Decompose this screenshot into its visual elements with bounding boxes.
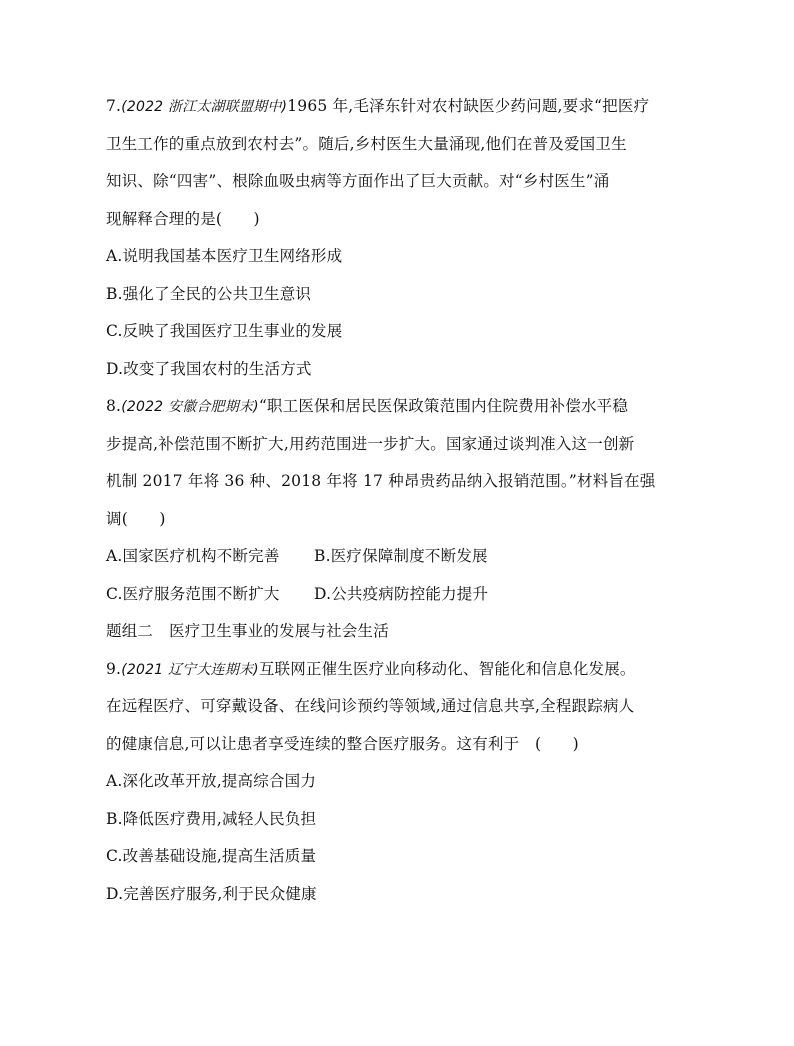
q8-option-b: B.医疗保障制度不断发展 xyxy=(314,547,488,565)
q8-line-1 xyxy=(106,392,696,420)
section-title: 医疗卫生事业的发展与社会生活 xyxy=(169,622,389,640)
q8-options-row-1 xyxy=(106,542,696,570)
q9-number: 9. xyxy=(106,659,122,678)
q8-number: 8. xyxy=(106,397,122,415)
q7-line-3: 知识、除“四害”、根除血吸虫病等方面作出了巨大贡献。对“乡村医生”涌 xyxy=(106,172,610,190)
document-page xyxy=(106,92,696,917)
q8-text-1: “职工医保和居民医保政策范围内住院费用补偿水平稳 xyxy=(258,397,629,415)
q7-number: 7. xyxy=(106,97,122,115)
q9-option-d: D.完善医疗服务,利于民众健康 xyxy=(106,884,317,903)
q7-option-a: A.说明我国基本医疗卫生网络形成 xyxy=(106,247,343,265)
section-label: 题组二 xyxy=(106,622,154,640)
q8-line-2: 步提高,补偿范围不断扩大,用药范围进一步扩大。国家通过谈判准入这一创新 xyxy=(106,434,635,453)
q7-line-4: 现解释合理的是( ) xyxy=(106,209,260,228)
q7-text-1: 1965 年,毛泽东针对农村缺医少药问题,要求“把医疗 xyxy=(287,97,650,115)
q9-option-c: C.改善基础设施,提高生活质量 xyxy=(106,847,317,865)
q9-text-1: 互联网正催生医疗业向移动化、智能化和信息化发展。 xyxy=(258,659,636,678)
q8-line-4: 调( ) xyxy=(106,509,166,528)
q9-source: (2021 辽宁大连期末) xyxy=(121,661,259,678)
q7-source: (2022 浙江太湖联盟期中) xyxy=(121,99,288,115)
q9-line-3: 的健康信息,可以让患者享受连续的整合医疗服务。这有利于 ( ) xyxy=(106,734,579,753)
section-heading xyxy=(106,617,696,645)
q7-line-1 xyxy=(106,92,696,120)
q8-option-a: A.国家医疗机构不断完善 xyxy=(106,547,280,565)
q7-option-b: B.强化了全民的公共卫生意识 xyxy=(106,284,312,303)
q9-option-b: B.降低医疗费用,减轻人民负担 xyxy=(106,809,317,828)
q8-option-c: C.医疗服务范围不断扩大 xyxy=(106,584,280,603)
q8-options-row-2 xyxy=(106,580,696,608)
q8-source: (2022 安徽合肥期末) xyxy=(121,399,259,415)
q8-option-d: D.公共疫病防控能力提升 xyxy=(314,584,489,603)
q7-line-2: 卫生工作的重点放到农村去”。随后,乡村医生大量涌现,他们在普及爱国卫生 xyxy=(106,134,627,153)
q9-line-2: 在远程医疗、可穿戴设备、在线问诊预约等领域,通过信息共享,全程跟踪病人 xyxy=(106,697,635,715)
q7-option-c: C.反映了我国医疗卫生事业的发展 xyxy=(106,322,343,340)
q9-line-1 xyxy=(106,655,696,683)
q7-option-d: D.改变了我国农村的生活方式 xyxy=(106,359,312,378)
q9-option-a: A.深化改革开放,提高综合国力 xyxy=(106,772,317,790)
q8-line-3: 机制 2017 年将 36 种、2018 年将 17 种昂贵药品纳入报销范围。”材料旨在强 xyxy=(106,472,656,490)
